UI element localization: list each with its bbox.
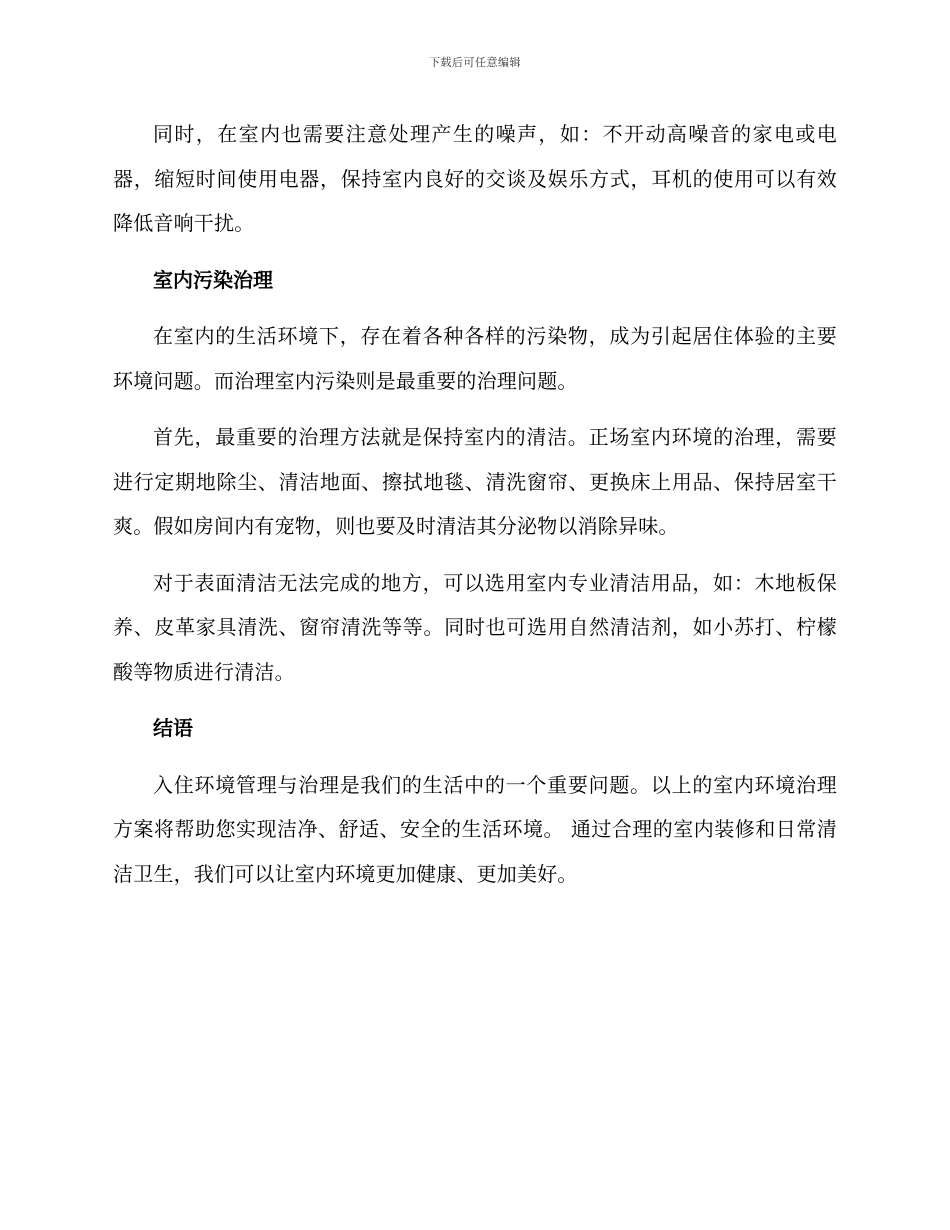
paragraph-cleaning-products: 对于表面清洁无法完成的地方，可以选用室内专业清洁用品，如：木地板保养、皮革家具清洗、窗帘清洗等等。同时也可选用自然清洁剂，如小苏打、柠檬酸等物质进行清洁。 [113, 570, 837, 684]
paragraph-noise: 同时，在室内也需要注意处理产生的噪声，如：不开动高噪音的家电或电器，缩短时间使用电器，保持室内良好的交谈及娱乐方式，耳机的使用可以有效降低音响干扰。 [113, 122, 837, 235]
section-heading-conclusion: 结语 [153, 716, 193, 740]
section-heading-pollution: 室内污染治理 [153, 267, 273, 292]
document-body [113, 112, 837, 908]
header-note: 下载后可任意编辑 [429, 56, 521, 69]
paragraph-cleaning: 首先，最重要的治理方法就是保持室内的清洁。正场室内环境的治理，需要进行定期地除尘、清洁地面、擦拭地毯、清洗窗帘、更换床上用品、保持居室干爽。假如房间内有宠物，则也要及时清洁其分泌物以消除异味。 [113, 425, 837, 538]
paragraph-pollution-intro: 在室内的生活环境下，存在着各种各样的污染物，成为引起居住体验的主要环境问题。而治理室内污染则是最重要的治理问题。 [113, 324, 837, 393]
paragraph-conclusion: 入住环境管理与治理是我们的生活中的一个重要问题。以上的室内环境治理方案将帮助您实现洁净、舒适、安全的生活环境。 通过合理的室内装修和日常清洁卫生，我们可以让室内环境更加健康、更加美好。 [113, 772, 837, 886]
